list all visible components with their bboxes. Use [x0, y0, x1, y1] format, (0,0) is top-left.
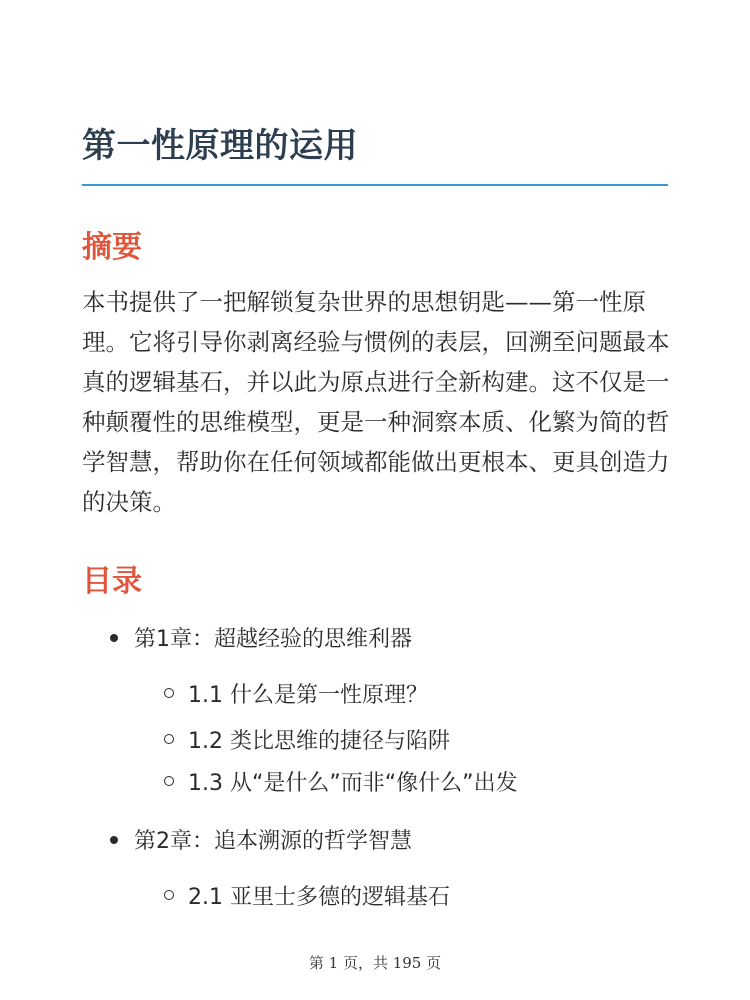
toc-chapter-2[interactable]	[134, 824, 412, 855]
toc-chapter-1[interactable]	[134, 622, 412, 653]
circle-bullet-icon	[164, 688, 174, 698]
toc-chapter-label: 第1章：超越经验的思维利器	[134, 627, 412, 652]
toc-section-1-3[interactable]	[188, 766, 518, 797]
document-title: 第一性原理的运用	[82, 126, 358, 166]
circle-bullet-icon	[164, 890, 174, 900]
toc-chapter-label: 第2章：追本溯源的哲学智慧	[134, 829, 412, 854]
circle-bullet-icon	[164, 734, 174, 744]
toc-section-2-1[interactable]	[188, 880, 450, 911]
circle-bullet-icon	[164, 776, 174, 786]
toc-section-label: 1.3 从“是什么”而非“像什么”出发	[188, 771, 518, 796]
bullet-icon	[110, 634, 118, 642]
toc-section-label: 1.1 什么是第一性原理？	[188, 683, 428, 708]
toc-section-1-1[interactable]	[188, 678, 428, 709]
abstract-paragraph: 本书提供了一把解锁复杂世界的思想钥匙——第一性原理。它将引导你剥离经验与惯例的表层，回溯至问题最本真的逻辑基石，并以此为原点进行全新构建。这不仅是一种颠覆性的思维模型，更是一种洞察本质、化繁为简的哲学智慧，帮助你在任何领域都能做出更根本、更具创造力的决策。	[82, 288, 670, 516]
toc-section-label: 2.1 亚里士多德的逻辑基石	[188, 885, 450, 910]
toc-section-1-2[interactable]	[188, 724, 450, 755]
toc-heading: 目录	[82, 564, 142, 599]
bullet-icon	[110, 836, 118, 844]
title-divider	[82, 184, 668, 186]
toc-section-label: 1.2 类比思维的捷径与陷阱	[188, 729, 450, 754]
page-number-footer: 第 1 页，共 195 页	[308, 954, 442, 972]
abstract-heading: 摘要	[82, 230, 142, 265]
